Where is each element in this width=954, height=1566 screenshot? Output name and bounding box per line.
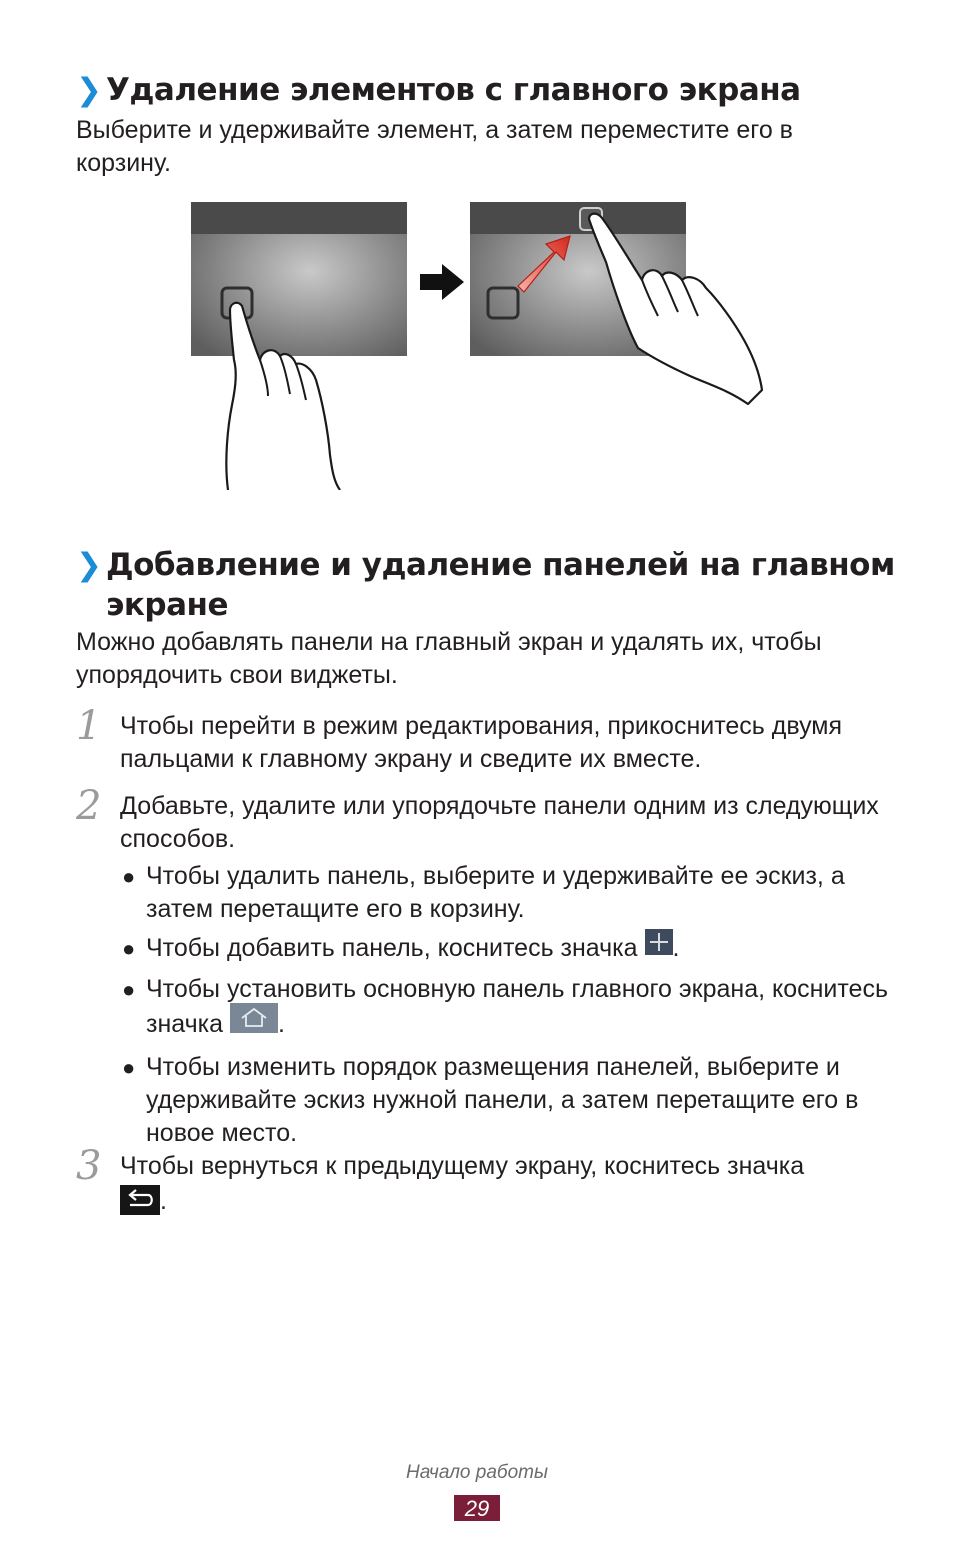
list-item-text: Чтобы добавить панель, коснитесь значка bbox=[146, 934, 638, 963]
step-1 bbox=[76, 703, 896, 776]
section1-title bbox=[76, 70, 801, 110]
chevron-right-icon: ❯ bbox=[76, 547, 102, 583]
options-list bbox=[120, 860, 896, 1150]
page-number: 29 bbox=[454, 1495, 500, 1521]
footer-section-label: Начало работы bbox=[406, 1462, 548, 1483]
period-text: . bbox=[278, 1010, 285, 1039]
step-2 bbox=[76, 783, 896, 1156]
bullet-icon: ● bbox=[122, 1055, 136, 1080]
section2-title-line1: Добавление и удаление панелей на главном bbox=[106, 547, 895, 583]
step-3 bbox=[76, 1143, 896, 1222]
section1-body: Выберите и удерживайте элемент, а затем переместите его в корзину. bbox=[76, 116, 793, 177]
bullet-icon: ● bbox=[122, 977, 136, 1002]
section2-body: Можно добавлять панели на главный экран и удалять их, чтобы упорядочить свои виджеты. bbox=[76, 628, 822, 689]
bullet-icon: ● bbox=[122, 864, 136, 889]
chevron-right-icon: ❯ bbox=[76, 72, 102, 108]
period-text: . bbox=[160, 1187, 167, 1216]
step-text bbox=[120, 1150, 896, 1222]
section2-title bbox=[76, 545, 895, 625]
bullet-icon: ● bbox=[122, 936, 136, 961]
section1-title-text: Удаление элементов с главного экрана bbox=[106, 72, 801, 108]
list-item-text: Чтобы удалить панель, выберите и удерживайте ее эскиз, а затем перетащите его в корзину. bbox=[146, 862, 845, 923]
list-item bbox=[120, 1051, 896, 1150]
step-text: Чтобы перейти в режим редактирования, прикоснитесь двумя пальцами к главному экрану и сведите их вместе. bbox=[120, 712, 843, 773]
arrow-right-icon bbox=[420, 264, 464, 300]
list-item-text: Чтобы установить основную панель главного экрана, коснитесь значка bbox=[146, 975, 888, 1039]
section2-title-line2: экране bbox=[106, 587, 228, 623]
list-item bbox=[120, 932, 896, 967]
illustration-svg bbox=[188, 200, 768, 490]
step-number: 2 bbox=[76, 783, 102, 829]
back-icon bbox=[120, 1185, 160, 1224]
home-icon bbox=[230, 1003, 278, 1042]
step-text-content: Чтобы вернуться к предыдущему экрану, коснитесь значка bbox=[120, 1152, 805, 1180]
drag-to-trash-illustration bbox=[188, 200, 768, 490]
list-item bbox=[120, 860, 896, 926]
period-text: . bbox=[672, 934, 680, 963]
step-number: 3 bbox=[76, 1143, 102, 1189]
list-item bbox=[120, 973, 896, 1045]
step-number: 1 bbox=[76, 703, 102, 749]
screen-before bbox=[191, 202, 407, 356]
step-text: Добавьте, удалите или упорядочьте панели одним из следующих способов. bbox=[120, 792, 879, 853]
list-item-text: Чтобы изменить порядок размещения панелей, выберите и удерживайте эскиз нужной панели, а затем перетащите его в новое место. bbox=[146, 1053, 859, 1147]
plus-icon bbox=[645, 929, 673, 964]
